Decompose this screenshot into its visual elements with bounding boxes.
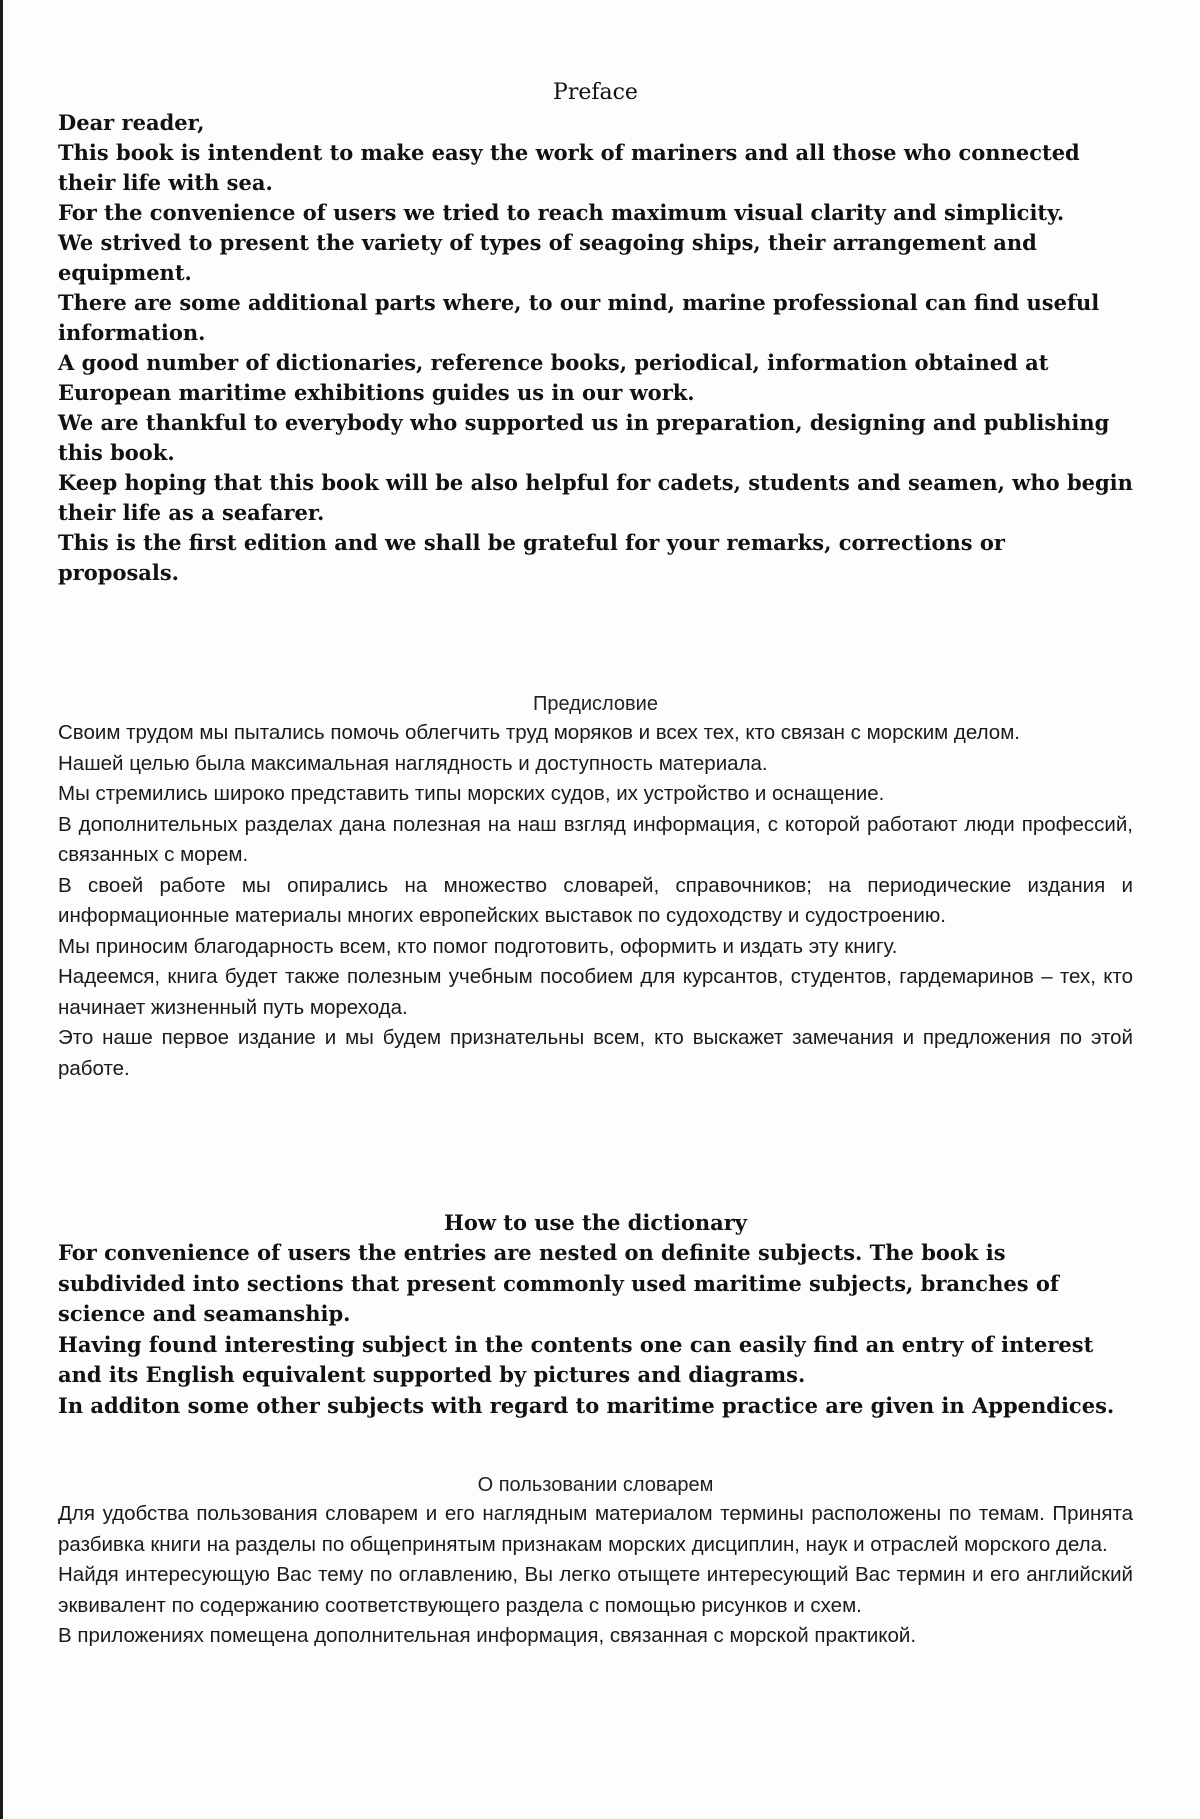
howto-ru-title: О пользовании словарем (58, 1474, 1133, 1497)
howto-ru-paragraph: Найдя интересующую Вас тему по оглавлению, Вы легко отыщете интересующий Вас термин и его английский эквивалент по содержанию соответствующего раздела с помощью рисунков и схем. (58, 1560, 1133, 1621)
preface-en-paragraph: For the convenience of users we tried to reach maximum visual clarity and simplicity. (58, 198, 1133, 228)
howto-en-paragraph: For convenience of users the entries are nested on definite subjects. The book is subdivided into sections that present commonly used maritime subjects, branches of science and seamanship. (58, 1238, 1133, 1330)
preface-en-paragraph: We are thankful to everybody who supported us in preparation, designing and publishing this book. (58, 408, 1133, 468)
howto-en-paragraph: Having found interesting subject in the contents one can easily find an entry of interest and its English equivalent supported by pictures and diagrams. (58, 1330, 1133, 1391)
howto-en-title: How to use the dictionary (58, 1208, 1133, 1238)
preface-ru-paragraph: Мы приносим благодарность всем, кто помог подготовить, оформить и издать эту книгу. (58, 932, 1133, 963)
howto-ru-paragraph: Для удобства пользования словарем и его наглядным материалом термины расположены по темам. Принята разбивка книги на разделы по общепринятым признакам морских дисциплин, наук и отраслей морского дела. (58, 1499, 1133, 1560)
howto-en-paragraph: In additon some other subjects with regard to maritime practice are given in Appendices. (58, 1391, 1133, 1422)
preface-en-paragraph: There are some additional parts where, to our mind, marine professional can find useful information. (58, 288, 1133, 348)
preface-ru-paragraph: Своим трудом мы пытались помочь облегчить труд моряков и всех тех, кто связан с морским делом. (58, 718, 1133, 749)
preface-en-title: Preface (58, 78, 1133, 108)
preface-ru-paragraph: В дополнительных разделах дана полезная на наш взгляд информация, с которой работают люди профессий, связанных с морем. (58, 810, 1133, 871)
howto-ru-section (58, 1474, 1133, 1652)
preface-en-paragraph: Keep hoping that this book will be also helpful for cadets, students and seamen, who begin their life as a seafarer. (58, 468, 1133, 528)
howto-ru-paragraph: В приложениях помещена дополнительная информация, связанная с морской практикой. (58, 1621, 1133, 1652)
preface-ru-paragraph: Это наше первое издание и мы будем признательны всем, кто выскажет замечания и предложения по этой работе. (58, 1023, 1133, 1084)
preface-en-paragraph: We strived to present the variety of types of seagoing ships, their arrangement and equipment. (58, 228, 1133, 288)
preface-en-paragraph: This is the first edition and we shall be grateful for your remarks, corrections or proposals. (58, 528, 1133, 588)
document-page (0, 0, 1200, 1819)
preface-ru-section (58, 693, 1133, 1084)
preface-ru-paragraph: Нашей целью была максимальная наглядность и доступность материала. (58, 749, 1133, 780)
preface-en-section (58, 78, 1133, 588)
preface-en-paragraph: Dear reader, (58, 108, 1133, 138)
preface-en-paragraph: This book is intendent to make easy the work of mariners and all those who connected their life with sea. (58, 138, 1133, 198)
preface-en-paragraph: A good number of dictionaries, reference books, periodical, information obtained at European maritime exhibitions guides us in our work. (58, 348, 1133, 408)
howto-en-section (58, 1208, 1133, 1421)
preface-ru-paragraph: Надеемся, книга будет также полезным учебным пособием для курсантов, студентов, гардемаринов – тех, кто начинает жизненный путь морехода. (58, 962, 1133, 1023)
preface-ru-paragraph: В своей работе мы опирались на множество словарей, справочников; на периодические издания и информационные материалы многих европейских выставок по судоходству и судостроению. (58, 871, 1133, 932)
preface-ru-title: Предисловие (58, 693, 1133, 716)
preface-ru-paragraph: Мы стремились широко представить типы морских судов, их устройство и оснащение. (58, 779, 1133, 810)
